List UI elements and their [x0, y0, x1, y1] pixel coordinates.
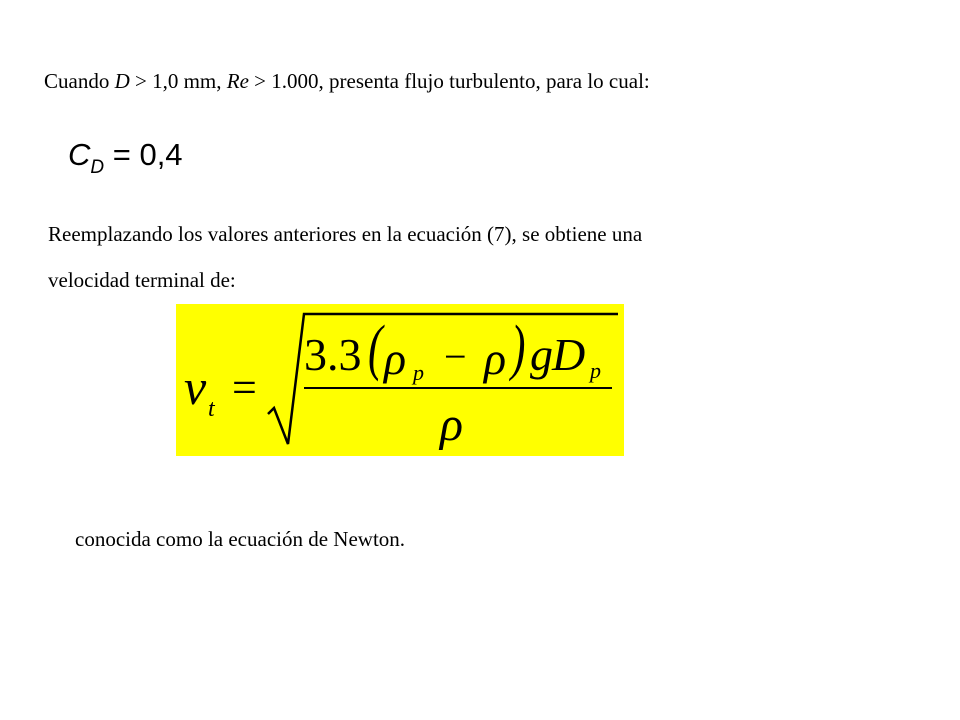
closing-sentence: conocida como la ecuación de Newton. — [75, 527, 406, 551]
intro-prefix: Cuando — [44, 69, 115, 93]
newton-equation-graphic — [176, 304, 624, 456]
denominator-rho: ρ — [440, 398, 464, 451]
diameter-subscript: p — [590, 358, 601, 383]
gravity-g: g — [530, 329, 553, 380]
numerator-coefficient: 3.3 — [304, 329, 362, 380]
paragraph-line-1: Reemplazando los valores anteriores en la ecuación (7), se obtiene una — [48, 222, 643, 246]
lhs-v: v — [184, 359, 207, 415]
paragraph-line-2: velocidad terminal de: — [48, 268, 236, 292]
intro-suffix: > 1.000, presenta flujo turbulento, para lo cual: — [248, 69, 650, 93]
minus-sign: − — [444, 334, 467, 379]
diameter-d: D — [552, 329, 586, 380]
intro-mid: > 1,0 mm, — [129, 69, 227, 93]
intro-var-re: Re — [226, 69, 249, 93]
cd-value: = 0,4 — [104, 137, 183, 172]
intro-sentence — [44, 69, 650, 93]
cd-symbol: C — [68, 137, 91, 172]
right-paren: ) — [511, 312, 526, 382]
cd-subscript: D — [90, 157, 105, 178]
newton-equation-box — [176, 304, 624, 456]
lhs-t: t — [208, 396, 215, 422]
drag-coefficient-equation — [68, 137, 183, 178]
intro-var-d: D — [114, 69, 130, 93]
rho-fluid: ρ — [484, 333, 507, 384]
equals-sign: = — [232, 363, 257, 412]
left-paren: ( — [368, 312, 383, 382]
rho-p-subscript: p — [413, 360, 424, 385]
rho-p: ρ — [384, 333, 407, 384]
